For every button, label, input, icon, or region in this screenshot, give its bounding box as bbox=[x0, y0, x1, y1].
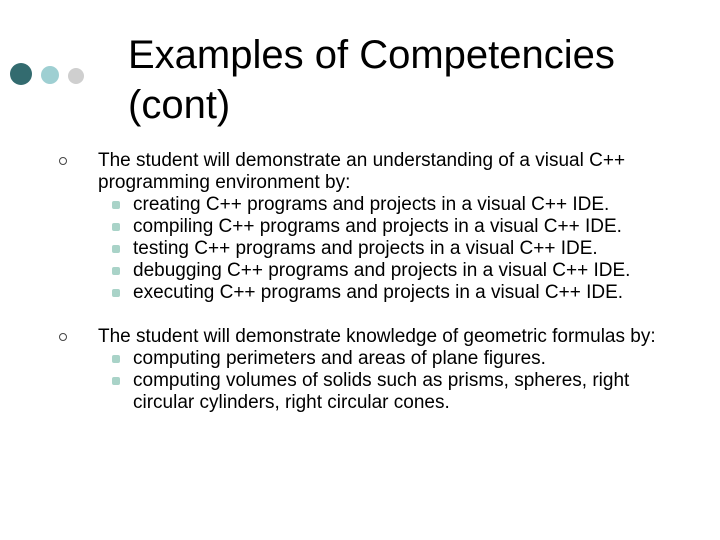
sub-bullet-item bbox=[98, 216, 668, 238]
sub-bullet-text: executing C++ programs and projects in a visual C++ IDE. bbox=[133, 282, 624, 303]
slide-title: Examples of Competencies (cont) bbox=[128, 33, 615, 127]
ring-bullet-icon bbox=[59, 333, 67, 341]
bullet-item bbox=[0, 150, 668, 304]
light-teal-dot bbox=[41, 66, 59, 84]
square-bullet-icon bbox=[112, 267, 120, 275]
sub-bullet-list bbox=[98, 348, 668, 414]
sub-bullet-text: testing C++ programs and projects in a visual C++ IDE. bbox=[133, 238, 598, 259]
bullet-item bbox=[0, 326, 668, 414]
grey-dot bbox=[68, 68, 84, 84]
square-bullet-icon bbox=[112, 377, 120, 385]
sub-bullet-list bbox=[98, 194, 668, 304]
sub-bullet-item bbox=[98, 282, 668, 304]
square-bullet-icon bbox=[112, 245, 120, 253]
sub-bullet-text: computing perimeters and areas of plane figures. bbox=[133, 348, 546, 369]
sub-bullet-item bbox=[98, 260, 668, 282]
dark-teal-dot bbox=[10, 63, 32, 85]
sub-bullet-text: compiling C++ programs and projects in a visual C++ IDE. bbox=[133, 216, 622, 237]
square-bullet-icon bbox=[112, 223, 120, 231]
sub-bullet-item bbox=[98, 194, 668, 216]
sub-bullet-text: creating C++ programs and projects in a visual C++ IDE. bbox=[133, 194, 610, 215]
sub-bullet-item bbox=[98, 348, 668, 370]
sub-bullet-item bbox=[98, 238, 668, 260]
sub-bullet-item bbox=[98, 370, 668, 414]
slide-body bbox=[0, 150, 720, 414]
sub-bullet-text: debugging C++ programs and projects in a visual C++ IDE. bbox=[133, 260, 631, 281]
sub-bullet-text: computing volumes of solids such as prisms, spheres, right circular cylinders, right circular cones. bbox=[133, 370, 630, 413]
square-bullet-icon bbox=[112, 355, 120, 363]
bullet-text: The student will demonstrate an understanding of a visual C++ programming environment by: bbox=[98, 150, 626, 193]
bullet-text: The student will demonstrate knowledge of geometric formulas by: bbox=[98, 326, 656, 347]
square-bullet-icon bbox=[112, 201, 120, 209]
ring-bullet-icon bbox=[59, 157, 67, 165]
square-bullet-icon bbox=[112, 289, 120, 297]
